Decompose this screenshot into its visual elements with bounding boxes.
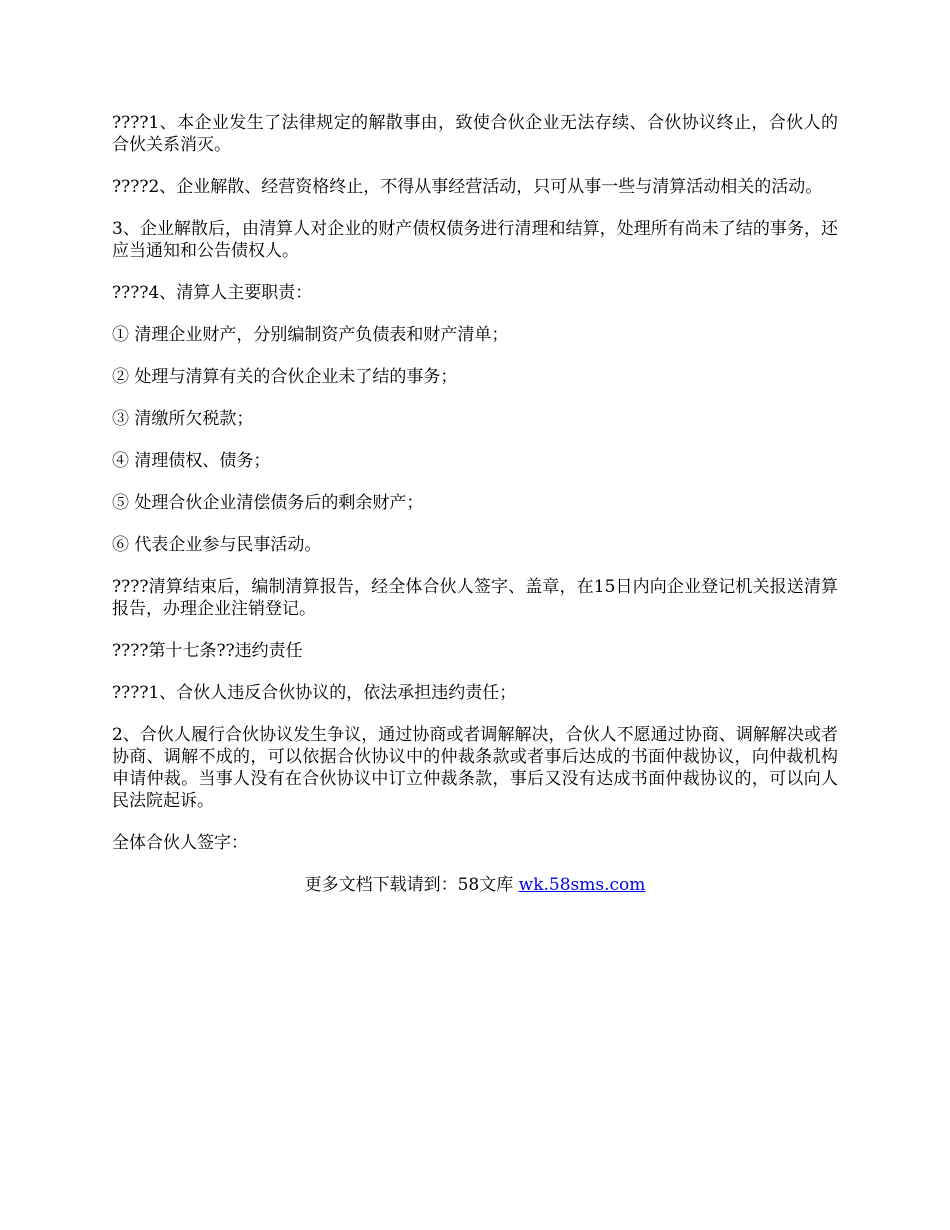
paragraph-business-termination: ????2、企业解散、经营资格终止，不得从事经营活动，只可从事一些与清算活动相关的活动。 [112,177,823,197]
footer-download-note [112,874,838,896]
paragraph-liquidation-process: 3、企业解散后，由清算人对企业的财产债权债务进行清理和结算，处理所有尚未了结的事务，还应当通知和公告债权人。 [112,219,838,261]
article-heading-liability: ????第十七条??违约责任 [112,641,303,661]
paragraph-dissolution-cause: ????1、本企业发生了法律规定的解散事由，致使合伙企业无法存续、合伙协议终止，合伙人的合伙关系消灭。 [112,113,838,155]
paragraph-breach-liability: ????1、合伙人违反合伙协议的，依法承担违约责任； [112,683,517,703]
list-item-duty-3: ③ 清缴所欠税款； [112,409,254,429]
list-item-duty-6: ⑥ 代表企业参与民事活动。 [112,535,322,555]
list-item-duty-4: ④ 清理债权、债务； [112,451,271,471]
footer-link[interactable]: wk.58sms.com [518,875,646,895]
list-item-duty-2: ② 处理与清算有关的合伙企业未了结的事务； [112,367,458,387]
paragraph-liquidation-report: ????清算结束后，编制清算报告，经全体合伙人签字、盖章，在15日内向企业登记机关报送清算报告，办理企业注销登记。 [112,577,838,619]
signature-line: 全体合伙人签字： [112,833,248,853]
list-item-duty-1: ① 清理企业财产，分别编制资产负债表和财产清单； [112,325,509,345]
list-item-duty-5: ⑤ 处理合伙企业清偿债务后的剩余财产； [112,493,424,513]
footer-prefix: 更多文档下载请到：58文库 [304,875,519,895]
paragraph-dispute-resolution: 2、合伙人履行合伙协议发生争议，通过协商或者调解解决，合伙人不愿通过协商、调解解决或者协商、调解不成的，可以依据合伙协议中的仲裁条款或者事后达成的书面仲裁协议，向仲裁机构申请仲裁。当事人没有在合伙协议中订立仲裁条款，事后又没有达成书面仲裁协议的，可以向人民法院起诉。 [112,725,838,811]
paragraph-liquidator-duties-heading: ????4、清算人主要职责： [112,283,313,303]
